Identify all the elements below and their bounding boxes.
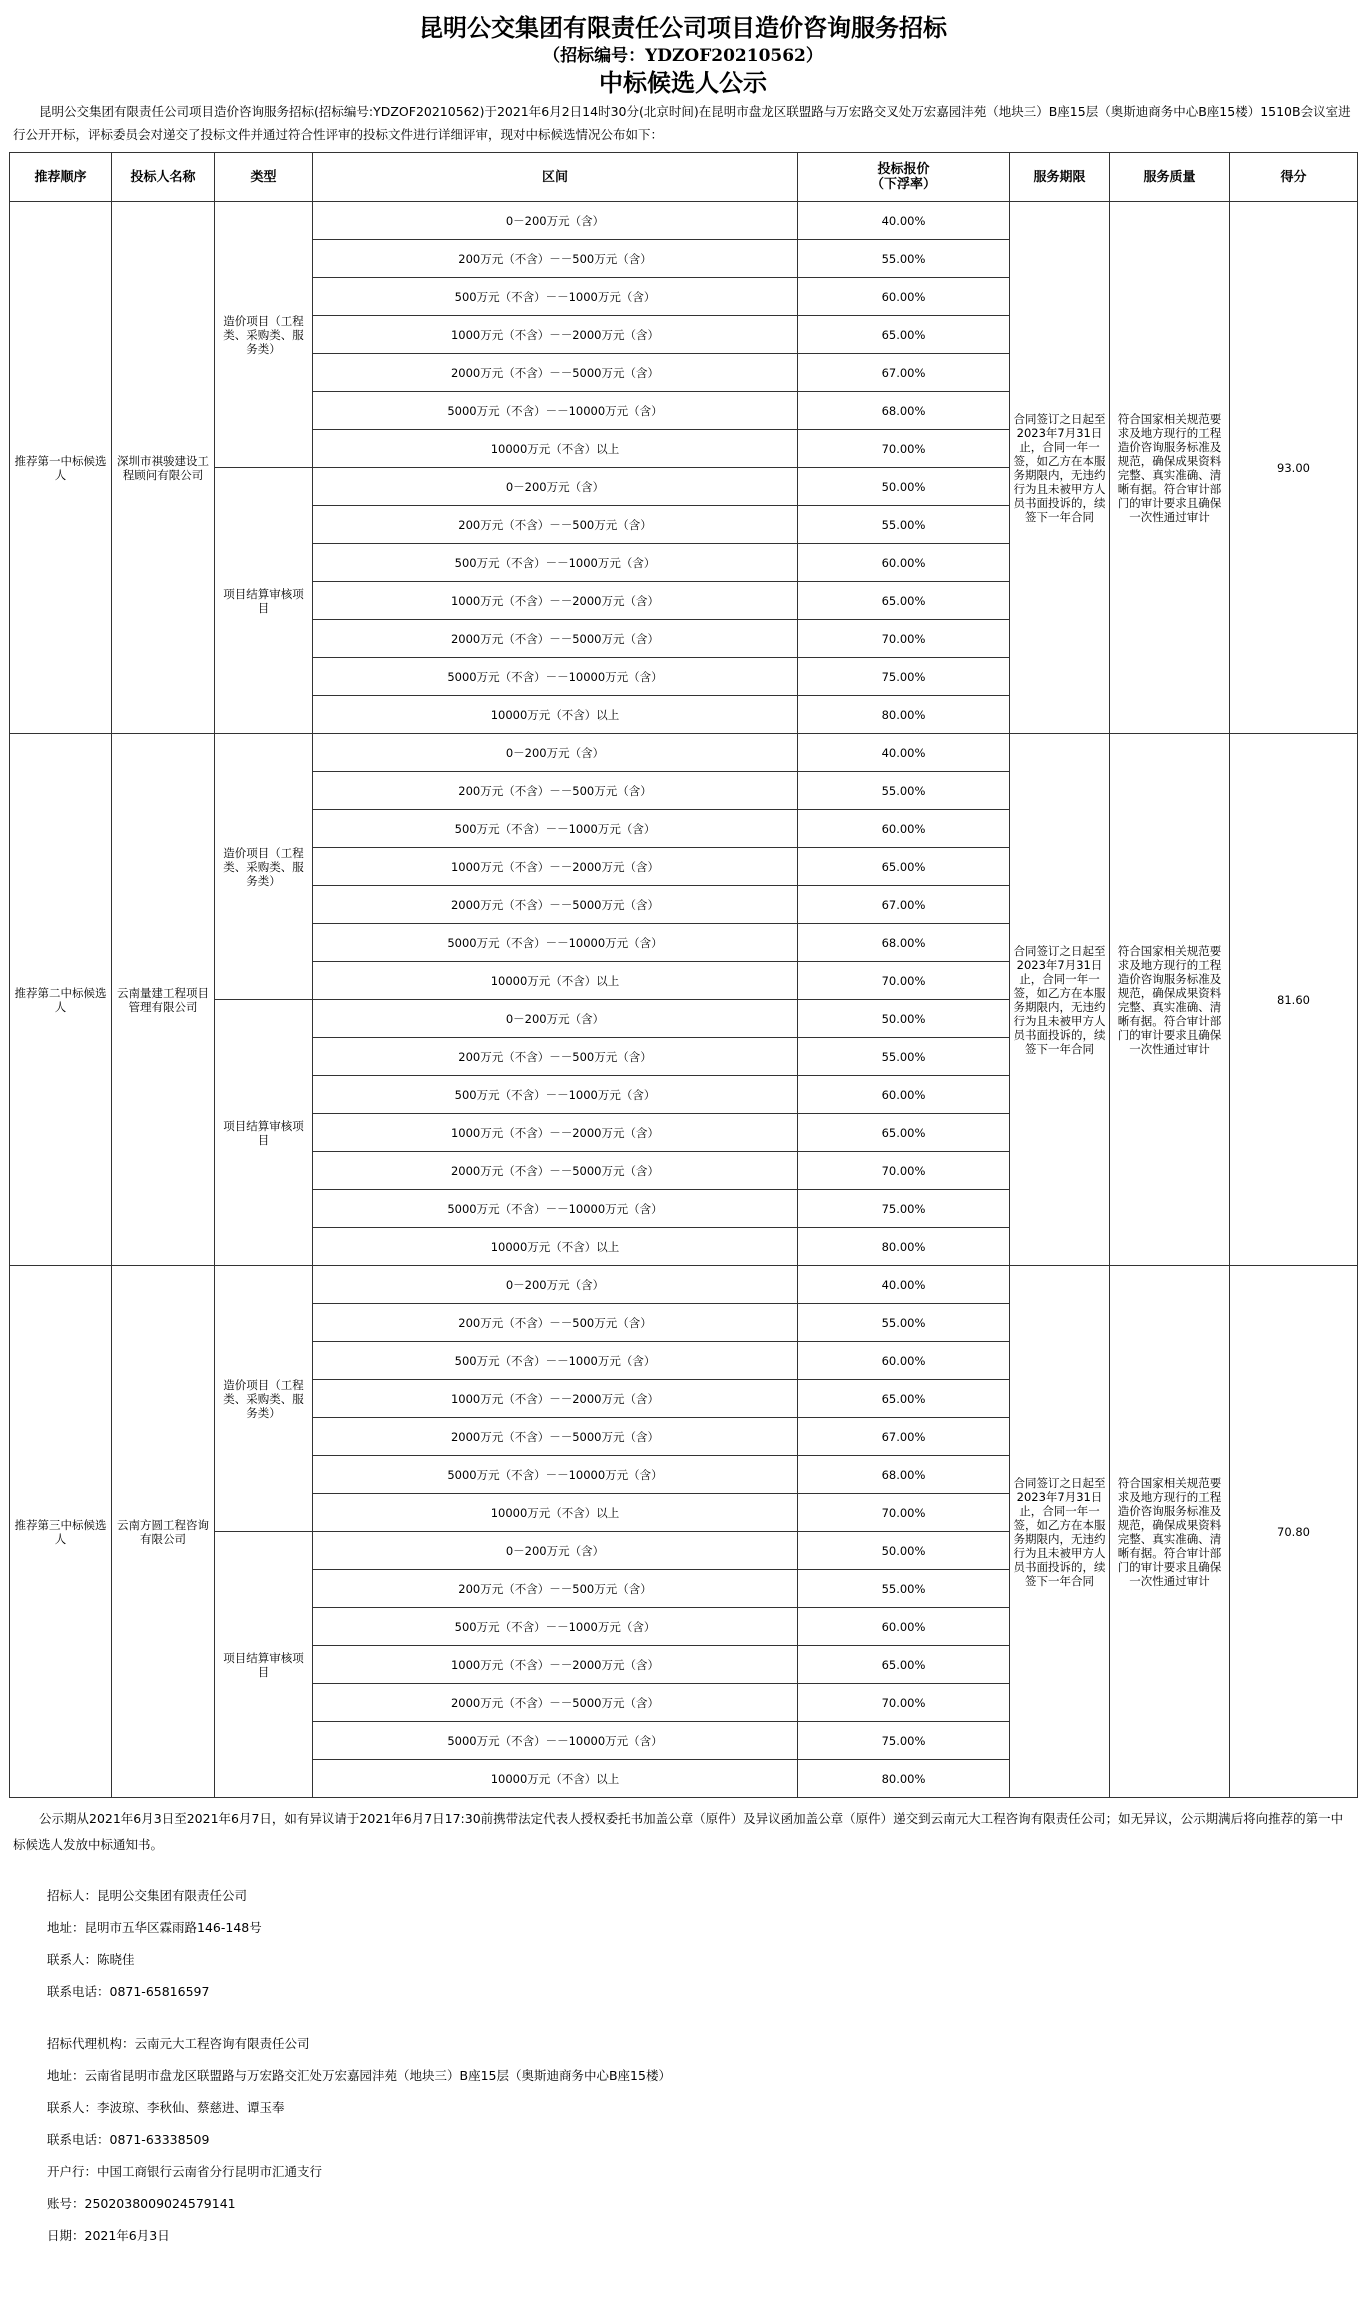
agent-account: 账号：2502038009024579141	[47, 2196, 236, 2211]
range-cell: 200万元（不含）－－500万元（含）	[313, 1304, 798, 1342]
range-cell: 500万元（不含）－－1000万元（含）	[313, 544, 798, 582]
rate-cell: 55.00%	[798, 506, 1010, 544]
rate-cell: 70.00%	[798, 430, 1010, 468]
rate-cell: 80.00%	[798, 1760, 1010, 1798]
range-cell: 2000万元（不含）－－5000万元（含）	[313, 1418, 798, 1456]
header-rank: 推荐顺序	[10, 153, 112, 202]
range-cell: 200万元（不含）－－500万元（含）	[313, 1570, 798, 1608]
rate-cell: 80.00%	[798, 696, 1010, 734]
rank-cell: 推荐第二中标候选人	[10, 734, 112, 1266]
range-cell: 2000万元（不含）－－5000万元（含）	[313, 620, 798, 658]
rank-cell: 推荐第一中标候选人	[10, 202, 112, 734]
rate-cell: 70.00%	[798, 1152, 1010, 1190]
rate-cell: 60.00%	[798, 278, 1010, 316]
rate-cell: 55.00%	[798, 1304, 1010, 1342]
rate-cell: 60.00%	[798, 1608, 1010, 1646]
service-period-cell: 合同签订之日起至2023年7月31日止，合同一年一签，如乙方在本服务期限内，无违约行为且未被甲方人员书面投诉的，续签下一年合同	[1010, 734, 1110, 1266]
type-cell: 造价项目（工程类、采购类、服务类）	[215, 202, 313, 468]
footer-note: 公示期从2021年6月3日至2021年6月7日，如有异议请于2021年6月7日17:30前携带法定代表人授权委托书加盖公章（原件）及异议函加盖公章（原件）递交到云南元大工程咨询有限责任公司；如无异议，公示期满后将向推荐的第一中标候选人发放中标通知书。	[13, 1811, 1344, 1852]
range-cell: 0－200万元（含）	[313, 734, 798, 772]
range-cell: 0－200万元（含）	[313, 1000, 798, 1038]
rate-cell: 60.00%	[798, 1076, 1010, 1114]
rate-cell: 50.00%	[798, 468, 1010, 506]
range-cell: 1000万元（不含）－－2000万元（含）	[313, 848, 798, 886]
document-date: 日期：2021年6月3日	[47, 2228, 170, 2243]
agent-name: 招标代理机构：云南元大工程咨询有限责任公司	[47, 2036, 310, 2051]
rate-cell: 40.00%	[798, 1266, 1010, 1304]
rate-cell: 60.00%	[798, 544, 1010, 582]
table-body	[10, 202, 1358, 1798]
rate-cell: 65.00%	[798, 1114, 1010, 1152]
bidder-name-cell: 云南量建工程项目管理有限公司	[112, 734, 215, 1266]
rate-cell: 65.00%	[798, 1380, 1010, 1418]
range-cell: 10000万元（不含）以上	[313, 1494, 798, 1532]
type-cell: 项目结算审核项目	[215, 468, 313, 734]
range-cell: 5000万元（不含）－－10000万元（含）	[313, 658, 798, 696]
rate-cell: 68.00%	[798, 924, 1010, 962]
range-cell: 5000万元（不含）－－10000万元（含）	[313, 924, 798, 962]
table-header-row	[10, 153, 1358, 202]
range-cell: 5000万元（不含）－－10000万元（含）	[313, 1190, 798, 1228]
rate-cell: 55.00%	[798, 772, 1010, 810]
range-cell: 1000万元（不含）－－2000万元（含）	[313, 582, 798, 620]
agent-bank: 开户行：中国工商银行云南省分行昆明市汇通支行	[47, 2164, 323, 2179]
rate-cell: 70.00%	[798, 620, 1010, 658]
range-cell: 1000万元（不含）－－2000万元（含）	[313, 1646, 798, 1684]
rate-cell: 70.00%	[798, 1494, 1010, 1532]
range-cell: 200万元（不含）－－500万元（含）	[313, 772, 798, 810]
range-cell: 500万元（不含）－－1000万元（含）	[313, 1076, 798, 1114]
type-cell: 造价项目（工程类、采购类、服务类）	[215, 1266, 313, 1532]
rate-cell: 70.00%	[798, 962, 1010, 1000]
rate-cell: 67.00%	[798, 1418, 1010, 1456]
range-cell: 10000万元（不含）以上	[313, 1760, 798, 1798]
doc-title: 昆明公交集团有限责任公司项目造价咨询服务招标	[419, 13, 947, 42]
bidder-name-cell: 云南方圆工程咨询有限公司	[112, 1266, 215, 1798]
rate-cell: 50.00%	[798, 1000, 1010, 1038]
range-cell: 1000万元（不含）－－2000万元（含）	[313, 316, 798, 354]
range-cell: 10000万元（不含）以上	[313, 430, 798, 468]
score-cell: 93.00	[1230, 202, 1358, 734]
rate-cell: 67.00%	[798, 354, 1010, 392]
range-cell: 200万元（不含）－－500万元（含）	[313, 506, 798, 544]
header-period: 服务期限	[1010, 153, 1110, 202]
type-cell: 项目结算审核项目	[215, 1000, 313, 1266]
type-cell: 项目结算审核项目	[215, 1532, 313, 1798]
range-cell: 2000万元（不含）－－5000万元（含）	[313, 1152, 798, 1190]
range-cell: 200万元（不含）－－500万元（含）	[313, 1038, 798, 1076]
rate-cell: 60.00%	[798, 1342, 1010, 1380]
rate-cell: 60.00%	[798, 810, 1010, 848]
rate-cell: 65.00%	[798, 848, 1010, 886]
rate-cell: 75.00%	[798, 1722, 1010, 1760]
range-cell: 10000万元（不含）以上	[313, 962, 798, 1000]
header-type: 类型	[215, 153, 313, 202]
range-cell: 5000万元（不含）－－10000万元（含）	[313, 1456, 798, 1494]
range-cell: 2000万元（不含）－－5000万元（含）	[313, 1684, 798, 1722]
range-cell: 500万元（不含）－－1000万元（含）	[313, 810, 798, 848]
range-cell: 5000万元（不含）－－10000万元（含）	[313, 392, 798, 430]
rate-cell: 65.00%	[798, 1646, 1010, 1684]
header-range: 区间	[313, 153, 798, 202]
range-cell: 500万元（不含）－－1000万元（含）	[313, 1342, 798, 1380]
rate-cell: 75.00%	[798, 658, 1010, 696]
table-row	[10, 1266, 1358, 1304]
table-row	[10, 734, 1358, 772]
tenderer-phone: 联系电话：0871-65816597	[47, 1984, 210, 1999]
service-quality-cell: 符合国家相关规范要求及地方现行的工程造价咨询服务标准及规范，确保成果资料完整、真实准确、清晰有据。符合审计部门的审计要求且确保一次性通过审计	[1110, 734, 1230, 1266]
header-rate: 投标报价 （下浮率）	[798, 153, 1010, 202]
rank-cell: 推荐第三中标候选人	[10, 1266, 112, 1798]
header-quality: 服务质量	[1110, 153, 1230, 202]
range-cell: 0－200万元（含）	[313, 1266, 798, 1304]
score-cell: 81.60	[1230, 734, 1358, 1266]
score-cell: 70.80	[1230, 1266, 1358, 1798]
rate-cell: 67.00%	[798, 886, 1010, 924]
doc-subtitle: 中标候选人公示	[599, 68, 767, 97]
type-cell: 造价项目（工程类、采购类、服务类）	[215, 734, 313, 1000]
range-cell: 10000万元（不含）以上	[313, 696, 798, 734]
service-period-cell: 合同签订之日起至2023年7月31日止，合同一年一签，如乙方在本服务期限内，无违约行为且未被甲方人员书面投诉的，续签下一年合同	[1010, 1266, 1110, 1798]
service-quality-cell: 符合国家相关规范要求及地方现行的工程造价咨询服务标准及规范，确保成果资料完整、真实准确、清晰有据。符合审计部门的审计要求且确保一次性通过审计	[1110, 202, 1230, 734]
rate-cell: 50.00%	[798, 1532, 1010, 1570]
rate-cell: 40.00%	[798, 202, 1010, 240]
range-cell: 500万元（不含）－－1000万元（含）	[313, 1608, 798, 1646]
rate-cell: 55.00%	[798, 1570, 1010, 1608]
range-cell: 0－200万元（含）	[313, 202, 798, 240]
tenderer-name: 招标人：昆明公交集团有限责任公司	[47, 1888, 248, 1903]
tenderer-contact: 联系人：陈晓佳	[47, 1952, 135, 1967]
range-cell: 2000万元（不含）－－5000万元（含）	[313, 886, 798, 924]
rate-cell: 80.00%	[798, 1228, 1010, 1266]
range-cell: 10000万元（不含）以上	[313, 1228, 798, 1266]
agent-address: 地址：云南省昆明市盘龙区联盟路与万宏路交汇处万宏嘉园沣苑（地块三）B座15层（奥斯迪商务中心B座15楼）	[47, 2068, 671, 2083]
contact-block	[47, 1880, 1357, 2252]
service-quality-cell: 符合国家相关规范要求及地方现行的工程造价咨询服务标准及规范，确保成果资料完整、真实准确、清晰有据。符合审计部门的审计要求且确保一次性通过审计	[1110, 1266, 1230, 1798]
rate-cell: 40.00%	[798, 734, 1010, 772]
range-cell: 0－200万元（含）	[313, 468, 798, 506]
range-cell: 0－200万元（含）	[313, 1532, 798, 1570]
candidates-table	[9, 152, 1358, 1798]
rate-cell: 65.00%	[798, 316, 1010, 354]
range-cell: 200万元（不含）－－500万元（含）	[313, 240, 798, 278]
bidder-name-cell: 深圳市祺骏建设工程顾问有限公司	[112, 202, 215, 734]
document	[9, 0, 1357, 2252]
intro-paragraph: 昆明公交集团有限责任公司项目造价咨询服务招标(招标编号:YDZOF20210562)于2021年6月2日14时30分(北京时间)在昆明市盘龙区联盟路与万宏路交叉处万宏嘉园沣苑（地块三）B座15层（奥斯迪商务中心B座15楼）1510B会议室进行公开开标，评标委员会对递交了投标文件并通过符合性评审的投标文件进行详细评审，现对中标候选情况公布如下：	[13, 104, 1351, 142]
range-cell: 5000万元（不含）－－10000万元（含）	[313, 1722, 798, 1760]
range-cell: 1000万元（不含）－－2000万元（含）	[313, 1380, 798, 1418]
rate-cell: 75.00%	[798, 1190, 1010, 1228]
rate-cell: 55.00%	[798, 240, 1010, 278]
range-cell: 2000万元（不含）－－5000万元（含）	[313, 354, 798, 392]
header-bidder: 投标人名称	[112, 153, 215, 202]
header-score: 得分	[1230, 153, 1358, 202]
service-period-cell: 合同签订之日起至2023年7月31日止，合同一年一签，如乙方在本服务期限内，无违约行为且未被甲方人员书面投诉的，续签下一年合同	[1010, 202, 1110, 734]
agent-contacts: 联系人：李波琼、李秋仙、蔡慈进、谭玉奉	[47, 2100, 285, 2115]
rate-cell: 68.00%	[798, 1456, 1010, 1494]
range-cell: 1000万元（不含）－－2000万元（含）	[313, 1114, 798, 1152]
table-row	[10, 202, 1358, 240]
range-cell: 500万元（不含）－－1000万元（含）	[313, 278, 798, 316]
rate-cell: 68.00%	[798, 392, 1010, 430]
rate-cell: 65.00%	[798, 582, 1010, 620]
tenderer-address: 地址：昆明市五华区霖雨路146-148号	[47, 1920, 262, 1935]
agent-phone: 联系电话：0871-63338509	[47, 2132, 210, 2147]
tender-code: （招标编号：YDZOF20210562）	[543, 46, 823, 66]
rate-cell: 70.00%	[798, 1684, 1010, 1722]
rate-cell: 55.00%	[798, 1038, 1010, 1076]
